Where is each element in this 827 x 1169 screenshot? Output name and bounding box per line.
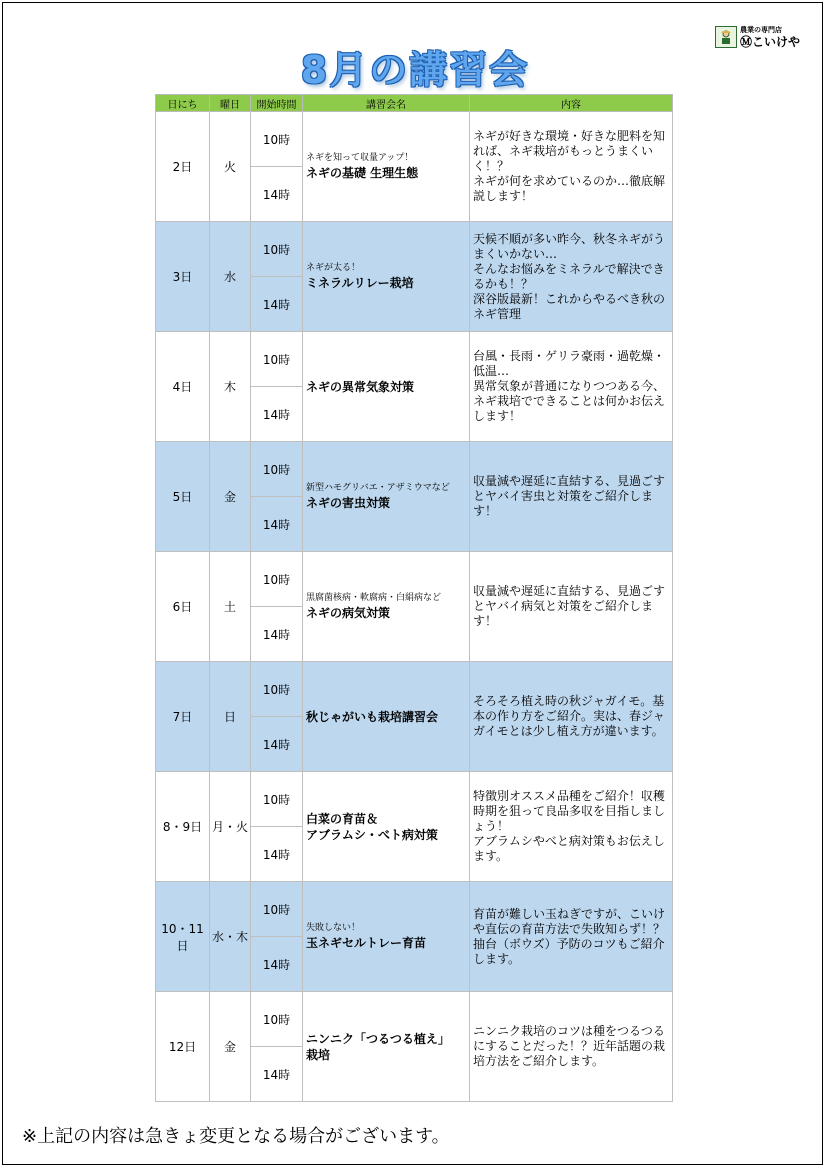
row-time-2: 14時	[251, 717, 303, 772]
row-date: 8・9日	[156, 772, 210, 882]
row-date: 2日	[156, 112, 210, 222]
row-time-1: 10時	[251, 662, 303, 717]
table-row	[156, 552, 673, 607]
table-row	[156, 222, 673, 277]
farmer-icon	[715, 26, 737, 48]
row-time-1: 10時	[251, 222, 303, 277]
row-course-name	[303, 222, 470, 332]
course-title: 秋じゃがいも栽培講習会	[306, 709, 439, 724]
row-day: 火	[210, 112, 251, 222]
header-day: 曜日	[210, 95, 251, 112]
course-title: 白菜の育苗＆ アブラムシ・べト病対策	[306, 811, 438, 842]
row-time-1: 10時	[251, 332, 303, 387]
footnote: ※上記の内容は急きょ変更となる場合がございます。	[22, 1126, 450, 1147]
row-day: 金	[210, 442, 251, 552]
row-day: 水・木	[210, 882, 251, 992]
table-row	[156, 332, 673, 387]
row-date: 12日	[156, 992, 210, 1102]
row-description: 特徴別オススメ品種をご紹介！収穫時期を狙って良品多収を目指しましょう！ アブラムシやべと病対策もお伝えします。	[470, 772, 673, 882]
course-title: ニンニク「つるつる植え」 栽培	[306, 1031, 450, 1062]
row-time-2: 14時	[251, 607, 303, 662]
row-day: 金	[210, 992, 251, 1102]
row-date: 6日	[156, 552, 210, 662]
table-row	[156, 442, 673, 497]
row-time-1: 10時	[251, 992, 303, 1047]
row-course-name	[303, 772, 470, 882]
row-course-name	[303, 882, 470, 992]
row-time-2: 14時	[251, 387, 303, 442]
course-title: ネギの害虫対策	[306, 496, 391, 510]
table-row	[156, 662, 673, 717]
course-subtitle: ネギが太る！	[306, 263, 361, 273]
row-time-2: 14時	[251, 937, 303, 992]
schedule-table	[155, 94, 673, 1102]
logo-name: Ⓜこいけや	[740, 34, 801, 49]
table-row	[156, 112, 673, 167]
header-content: 内容	[470, 95, 673, 112]
row-description: 育苗が難しい玉ねぎですが、こいけや直伝の育苗方法で失敗知らず！？抽台（ボウズ）予防のコツもご紹介します。	[470, 882, 673, 992]
course-title: ミネラルリレー栽培	[306, 276, 414, 290]
row-day: 月・火	[210, 772, 251, 882]
row-time-2: 14時	[251, 167, 303, 222]
row-date: 7日	[156, 662, 210, 772]
row-course-name	[303, 662, 470, 772]
row-time-1: 10時	[251, 112, 303, 167]
row-course-name	[303, 992, 470, 1102]
row-description: 収量減や遅延に直結する、見過ごすとヤバイ病気と対策をご紹介します！	[470, 552, 673, 662]
row-course-name	[303, 332, 470, 442]
row-date: 3日	[156, 222, 210, 332]
course-subtitle: ネギを知って収量アップ！	[306, 153, 414, 163]
row-description: 台風・長雨・ゲリラ豪雨・過乾燥・低温… 異常気象が普通になりつつある今、ネギ栽培でできることは何かお伝えします！	[470, 332, 673, 442]
row-day: 木	[210, 332, 251, 442]
row-description: 天候不順が多い昨今、秋冬ネギがうまくいかない… そんなお悩みをミネラルで解決できるかも！？ 深谷版最新！これからやるべき秋のネギ管理	[470, 222, 673, 332]
row-description: そろそろ植え時の秋ジャガイモ。基本の作り方をご紹介。実は、春ジャガイモとは少し植え方が違います。	[470, 662, 673, 772]
header-date: 日にち	[156, 95, 210, 112]
row-time-2: 14時	[251, 277, 303, 332]
row-time-1: 10時	[251, 442, 303, 497]
row-description: 収量減や遅延に直結する、見過ごすとヤバイ害虫と対策をご紹介します！	[470, 442, 673, 552]
course-title: ネギの基礎 生理生態	[306, 166, 419, 180]
row-day: 日	[210, 662, 251, 772]
row-time-2: 14時	[251, 497, 303, 552]
table-header-row	[156, 95, 673, 112]
row-time-1: 10時	[251, 552, 303, 607]
course-subtitle: 黒腐菌核病・軟腐病・白絹病など	[306, 593, 442, 603]
row-time-2: 14時	[251, 827, 303, 882]
row-course-name	[303, 442, 470, 552]
course-subtitle: 新型ハモグリバエ・アザミウマなど	[306, 483, 450, 493]
row-description: ニンニク栽培のコツは種をつるつるにすることだった！？近年話題の栽培方法をご紹介します。	[470, 992, 673, 1102]
row-course-name	[303, 112, 470, 222]
table-row	[156, 772, 673, 827]
table-row	[156, 992, 673, 1047]
course-subtitle: 失敗しない！	[306, 923, 361, 933]
row-day: 土	[210, 552, 251, 662]
row-time-2: 14時	[251, 1047, 303, 1102]
row-description: ネギが好きな環境・好きな肥料を知れば、ネギ栽培がもっとうまくいく！？ ネギが何を求めているのか…徹底解説します！	[470, 112, 673, 222]
logo-tagline: 農業の専門店	[740, 25, 782, 34]
table-row	[156, 882, 673, 937]
row-date: 10・11日	[156, 882, 210, 992]
page-title: 8月の講習会	[300, 47, 530, 92]
course-title: 玉ネギセルトレー育苗	[306, 936, 427, 950]
row-time-1: 10時	[251, 772, 303, 827]
header-start-time: 開始時間	[251, 95, 303, 112]
row-day: 水	[210, 222, 251, 332]
store-logo	[715, 24, 807, 50]
row-time-1: 10時	[251, 882, 303, 937]
course-title: ネギの異常気象対策	[306, 379, 415, 394]
row-date: 4日	[156, 332, 210, 442]
header-course-name: 講習会名	[303, 95, 470, 112]
row-course-name	[303, 552, 470, 662]
row-date: 5日	[156, 442, 210, 552]
course-title: ネギの病気対策	[306, 606, 391, 620]
